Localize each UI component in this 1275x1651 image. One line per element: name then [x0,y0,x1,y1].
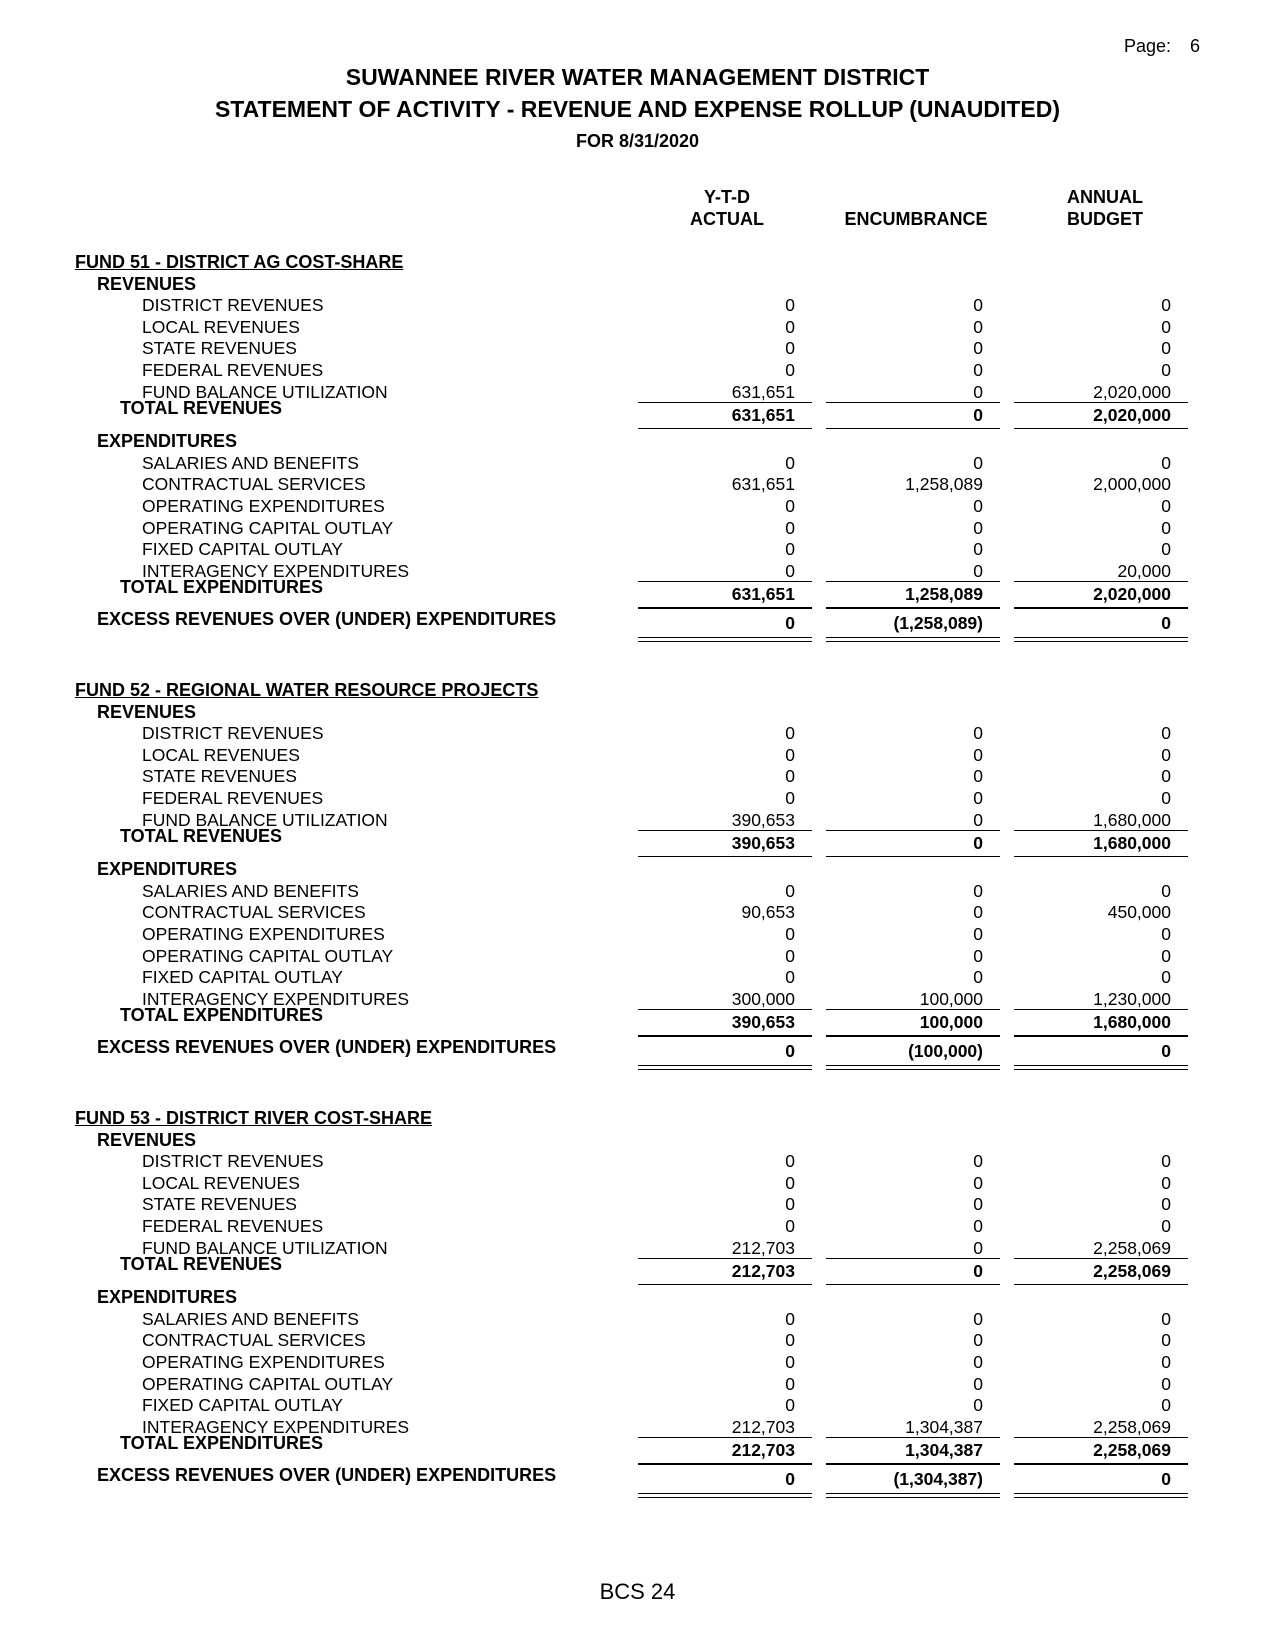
double-rule-top [826,637,1000,638]
expenditure-line-budget-value: 0 [1161,1373,1171,1394]
expenditure-line-enc-value: 0 [973,924,983,944]
revenue-line-label: DISTRICT REVENUES [142,295,324,316]
subtotal-rule [826,1009,1000,1010]
expenditure-line-label: FIXED CAPITAL OUTLAY [142,539,343,560]
total-expenditures-ytd-value: 212,703 [731,1440,795,1461]
total-rule [1014,1035,1188,1037]
total-revenues-label: TOTAL REVENUES [120,826,283,847]
total-revenues-budget-value: 2,258,069 [1093,1261,1171,1282]
revenue-line-enc-value: 0 [973,744,983,765]
double-rule-top [1014,637,1188,638]
revenue-line-budget-value: 1,680,000 [1093,809,1171,830]
revenue-line-enc-value: 0 [973,360,983,380]
expenditure-line-label: CONTRACTUAL SERVICES [142,902,366,923]
expenditure-line-budget-value: 0 [1161,539,1171,560]
column-header-ytd-actual [662,186,792,230]
revenue-line-ytd-value: 0 [785,788,795,808]
double-rule-bottom [1014,1497,1188,1498]
expenditure-line-enc-value: 1,258,089 [905,474,983,495]
revenue-line-ytd-value: 0 [785,360,795,380]
expenditures-heading: EXPENDITURES [97,431,238,452]
expenditure-line-budget-value: 0 [1161,1308,1171,1329]
double-rule-bottom [638,1069,812,1070]
revenue-line-enc-value: 0 [973,381,983,402]
excess-enc-value: (1,258,089) [893,613,983,634]
column-header-ytd-line1: Y-T-D [703,187,750,207]
expenditure-line-ytd-value: 0 [785,1373,795,1394]
revenue-line-ytd-value: 0 [785,1151,795,1172]
organization-title: SUWANNEE RIVER WATER MANAGEMENT DISTRICT [345,64,930,90]
expenditure-line-budget-value: 0 [1161,452,1171,473]
total-expenditures-label: TOTAL EXPENDITURES [120,1433,324,1454]
revenue-line-budget-value: 0 [1161,360,1171,380]
total-expenditures-budget-value: 2,020,000 [1093,584,1171,605]
expenditure-line-enc-value: 0 [973,1352,983,1372]
total-expenditures-ytd-value: 631,651 [731,584,795,605]
revenue-line-label: LOCAL REVENUES [142,1172,300,1193]
revenue-line-ytd-value: 0 [785,1194,795,1215]
excess-label: EXCESS REVENUES OVER (UNDER) EXPENDITURES [97,1037,557,1058]
fund-title: FUND 53 - DISTRICT RIVER COST-SHARE [75,1108,433,1128]
expenditure-line-ytd-value: 300,000 [731,988,795,1009]
revenue-line-label: STATE REVENUES [142,1194,297,1215]
expenditure-line-label: FIXED CAPITAL OUTLAY [142,1395,343,1416]
subtotal-rule [1014,1258,1188,1259]
expenditure-line-enc-value: 0 [973,517,983,538]
revenue-line-budget-value: 0 [1161,723,1171,744]
subtotal-rule [1014,581,1188,582]
total-rule [638,1284,812,1285]
total-rule [1014,607,1188,609]
double-rule-bottom [826,1069,1000,1070]
expenditure-line-ytd-value: 0 [785,452,795,473]
subtotal-rule [638,1437,812,1438]
revenue-line-budget-value: 0 [1161,1151,1171,1172]
expenditure-line-budget-value: 450,000 [1107,902,1171,923]
expenditure-line-budget-value: 1,230,000 [1093,988,1171,1009]
expenditure-line-label: SALARIES AND BENEFITS [142,880,359,901]
total-revenues-enc-value: 0 [973,405,983,426]
expenditure-line-label: OPERATING EXPENDITURES [142,496,385,516]
expenditure-line-ytd-value: 631,651 [731,474,795,495]
expenditure-line-label: OPERATING CAPITAL OUTLAY [142,1373,394,1394]
total-revenues-ytd-value: 212,703 [731,1261,795,1282]
total-expenditures-label: TOTAL EXPENDITURES [120,1005,324,1026]
expenditure-line-ytd-value: 0 [785,517,795,538]
revenues-heading: REVENUES [97,273,197,294]
page-value: 6 [1190,36,1201,56]
revenue-line-budget-value: 0 [1161,1172,1171,1193]
revenue-line-budget-value: 0 [1161,316,1171,337]
expenditure-line-label: SALARIES AND BENEFITS [142,1308,359,1329]
revenue-line-label: FUND BALANCE UTILIZATION [142,381,388,402]
total-rule [826,428,1000,429]
expenditure-line-ytd-value: 0 [785,560,795,581]
report-period: FOR 8/31/2020 [575,131,700,151]
revenue-line-enc-value: 0 [973,338,983,359]
expenditure-line-ytd-value: 0 [785,1330,795,1351]
revenue-line-enc-value: 0 [973,809,983,830]
page-footer: BCS 24 [599,1579,676,1604]
column-header-budget-line2: BUDGET [1067,209,1143,229]
expenditure-line-ytd-value: 90,653 [741,902,795,923]
revenue-line-ytd-value: 0 [785,766,795,787]
expenditure-line-enc-value: 0 [973,1330,983,1351]
revenue-line-enc-value: 0 [973,788,983,808]
revenue-line-enc-value: 0 [973,1194,983,1215]
excess-ytd-value: 0 [785,613,795,634]
expenditure-line-label: OPERATING CAPITAL OUTLAY [142,945,394,966]
excess-ytd-value: 0 [785,1041,795,1062]
column-header-encumbrance: ENCUMBRANCE [844,209,988,229]
total-revenues-enc-value: 0 [973,1261,983,1282]
total-revenues-ytd-value: 390,653 [731,833,795,854]
total-expenditures-ytd-value: 390,653 [731,1012,795,1033]
revenue-line-budget-value: 0 [1161,766,1171,787]
total-revenues-ytd-value: 631,651 [731,405,795,426]
excess-label: EXCESS REVENUES OVER (UNDER) EXPENDITURES [97,1465,557,1486]
revenue-line-budget-value: 0 [1161,744,1171,765]
subtotal-rule [638,581,812,582]
revenue-line-label: FUND BALANCE UTILIZATION [142,809,388,830]
excess-budget-value: 0 [1161,1041,1171,1062]
expenditure-line-enc-value: 0 [973,880,983,901]
total-revenues-label: TOTAL REVENUES [120,1254,283,1275]
total-rule [1014,1284,1188,1285]
expenditure-line-budget-value: 0 [1161,496,1171,516]
fund-title: FUND 51 - DISTRICT AG COST-SHARE [75,252,404,272]
revenue-line-label: DISTRICT REVENUES [142,1151,324,1172]
revenue-line-label: STATE REVENUES [142,338,297,359]
revenue-line-budget-value: 0 [1161,338,1171,359]
subtotal-rule [826,1258,1000,1259]
total-expenditures-enc-value: 1,304,387 [905,1440,983,1461]
total-rule [1014,428,1188,429]
double-rule-top [638,637,812,638]
subtotal-rule [638,402,812,403]
expenditure-line-ytd-value: 0 [785,880,795,901]
expenditure-line-label: CONTRACTUAL SERVICES [142,474,366,495]
subtotal-rule [826,1437,1000,1438]
column-header-annual-budget [1040,186,1170,230]
statement-title: STATEMENT OF ACTIVITY - REVENUE AND EXPENSE ROLLUP (UNAUDITED) [214,96,1061,122]
total-rule [826,607,1000,609]
total-rule [638,856,812,857]
double-rule-bottom [826,1497,1000,1498]
total-revenues-budget-value: 2,020,000 [1093,405,1171,426]
double-rule-bottom [638,1497,812,1498]
fund-title: FUND 52 - REGIONAL WATER RESOURCE PROJECTS [75,680,539,700]
revenue-line-label: STATE REVENUES [142,766,297,787]
revenue-line-ytd-value: 0 [785,338,795,359]
expenditure-line-label: FIXED CAPITAL OUTLAY [142,967,343,988]
subtotal-rule [826,581,1000,582]
double-rule-bottom [826,641,1000,642]
revenue-line-enc-value: 0 [973,1172,983,1193]
double-rule-bottom [638,641,812,642]
revenue-line-ytd-value: 212,703 [731,1237,795,1258]
total-rule [638,607,812,609]
total-rule [1014,1463,1188,1465]
expenditure-line-label: OPERATING CAPITAL OUTLAY [142,517,394,538]
total-rule [638,428,812,429]
expenditure-line-ytd-value: 0 [785,1308,795,1329]
expenditure-line-enc-value: 0 [973,967,983,988]
expenditure-line-enc-value: 0 [973,560,983,581]
total-rule [826,1284,1000,1285]
total-expenditures-budget-value: 2,258,069 [1093,1440,1171,1461]
expenditure-line-ytd-value: 0 [785,496,795,516]
revenue-line-budget-value: 0 [1161,788,1171,808]
double-rule-top [1014,1065,1188,1066]
expenditure-line-label: CONTRACTUAL SERVICES [142,1330,366,1351]
revenue-line-enc-value: 0 [973,316,983,337]
revenue-line-budget-value: 0 [1161,1194,1171,1215]
total-rule [826,1035,1000,1037]
total-rule [1014,856,1188,857]
expenditure-line-budget-value: 0 [1161,517,1171,538]
subtotal-rule [1014,1009,1188,1010]
total-rule [826,856,1000,857]
excess-budget-value: 0 [1161,1469,1171,1490]
revenue-line-label: FEDERAL REVENUES [142,360,324,380]
expenditures-heading: EXPENDITURES [97,859,238,880]
revenue-line-ytd-value: 0 [785,744,795,765]
expenditure-line-enc-value: 100,000 [919,988,983,1009]
revenue-line-enc-value: 0 [973,1151,983,1172]
expenditures-heading: EXPENDITURES [97,1287,238,1308]
revenue-line-label: FEDERAL REVENUES [142,1216,324,1236]
page-label: Page: [1124,36,1172,56]
revenue-line-label: FEDERAL REVENUES [142,788,324,808]
subtotal-rule [826,402,1000,403]
subtotal-rule [1014,402,1188,403]
excess-enc-value: (1,304,387) [893,1469,983,1490]
revenue-line-budget-value: 2,258,069 [1093,1237,1171,1258]
expenditure-line-ytd-value: 0 [785,967,795,988]
expenditure-line-budget-value: 0 [1161,1352,1171,1372]
double-rule-top [826,1065,1000,1066]
double-rule-top [638,1065,812,1066]
expenditure-line-label: INTERAGENCY EXPENDITURES [142,1416,410,1437]
total-revenues-enc-value: 0 [973,833,983,854]
excess-budget-value: 0 [1161,613,1171,634]
column-header-budget-line1: ANNUAL [1067,187,1143,207]
expenditure-line-ytd-value: 0 [785,539,795,560]
revenue-line-ytd-value: 0 [785,1172,795,1193]
expenditure-line-label: OPERATING EXPENDITURES [142,1352,385,1372]
expenditure-line-budget-value: 0 [1161,967,1171,988]
excess-enc-value: (100,000) [908,1041,983,1062]
expenditure-line-ytd-value: 0 [785,1395,795,1416]
double-rule-top [1014,1493,1188,1494]
revenue-line-ytd-value: 0 [785,316,795,337]
expenditure-line-enc-value: 0 [973,496,983,516]
total-expenditures-label: TOTAL EXPENDITURES [120,577,324,598]
expenditure-line-budget-value: 2,258,069 [1093,1416,1171,1437]
expenditure-line-enc-value: 0 [973,945,983,966]
expenditure-line-label: INTERAGENCY EXPENDITURES [142,988,410,1009]
expenditure-line-budget-value: 20,000 [1117,560,1171,581]
revenues-heading: REVENUES [97,701,197,722]
double-rule-bottom [1014,1069,1188,1070]
expenditure-line-label: OPERATING EXPENDITURES [142,924,385,944]
expenditure-line-budget-value: 0 [1161,1395,1171,1416]
revenue-line-enc-value: 0 [973,723,983,744]
expenditure-line-enc-value: 0 [973,539,983,560]
expenditure-line-enc-value: 0 [973,1308,983,1329]
total-revenues-budget-value: 1,680,000 [1093,833,1171,854]
revenue-line-ytd-value: 0 [785,295,795,316]
revenue-line-ytd-value: 631,651 [731,381,795,402]
revenue-line-enc-value: 0 [973,295,983,316]
revenue-line-ytd-value: 0 [785,723,795,744]
revenue-line-ytd-value: 0 [785,1216,795,1236]
expenditure-line-budget-value: 0 [1161,924,1171,944]
expenditure-line-ytd-value: 0 [785,1352,795,1372]
total-revenues-label: TOTAL REVENUES [120,398,283,419]
excess-label: EXCESS REVENUES OVER (UNDER) EXPENDITURES [97,609,557,630]
double-rule-top [826,1493,1000,1494]
expenditure-line-ytd-value: 212,703 [731,1416,795,1437]
page-number [1124,36,1201,57]
total-expenditures-enc-value: 1,258,089 [905,584,983,605]
expenditure-line-enc-value: 1,304,387 [905,1416,983,1437]
revenue-line-enc-value: 0 [973,1237,983,1258]
total-expenditures-enc-value: 100,000 [919,1012,983,1033]
subtotal-rule [826,830,1000,831]
subtotal-rule [1014,830,1188,831]
revenue-line-budget-value: 0 [1161,295,1171,316]
revenues-heading: REVENUES [97,1129,197,1150]
expenditure-line-ytd-value: 0 [785,945,795,966]
expenditure-line-budget-value: 0 [1161,880,1171,901]
revenue-line-budget-value: 0 [1161,1216,1171,1236]
column-header-ytd-line2: ACTUAL [690,209,764,229]
expenditure-line-budget-value: 0 [1161,1330,1171,1351]
subtotal-rule [1014,1437,1188,1438]
expenditure-line-enc-value: 0 [973,1373,983,1394]
excess-ytd-value: 0 [785,1469,795,1490]
revenue-line-label: DISTRICT REVENUES [142,723,324,744]
double-rule-top [638,1493,812,1494]
expenditure-line-enc-value: 0 [973,1395,983,1416]
revenue-line-enc-value: 0 [973,1216,983,1236]
expenditure-line-enc-value: 0 [973,902,983,923]
expenditure-line-budget-value: 0 [1161,945,1171,966]
subtotal-rule [638,1009,812,1010]
subtotal-rule [638,1258,812,1259]
revenue-line-label: FUND BALANCE UTILIZATION [142,1237,388,1258]
expenditure-line-label: SALARIES AND BENEFITS [142,452,359,473]
total-expenditures-budget-value: 1,680,000 [1093,1012,1171,1033]
revenue-line-label: LOCAL REVENUES [142,744,300,765]
subtotal-rule [638,830,812,831]
total-rule [638,1463,812,1465]
revenue-line-ytd-value: 390,653 [731,809,795,830]
expenditure-line-label: INTERAGENCY EXPENDITURES [142,560,410,581]
revenue-line-budget-value: 2,020,000 [1093,381,1171,402]
expenditure-line-budget-value: 2,000,000 [1093,474,1171,495]
revenue-line-enc-value: 0 [973,766,983,787]
revenue-line-label: LOCAL REVENUES [142,316,300,337]
double-rule-bottom [1014,641,1188,642]
total-rule [638,1035,812,1037]
total-rule [826,1463,1000,1465]
expenditure-line-ytd-value: 0 [785,924,795,944]
expenditure-line-enc-value: 0 [973,452,983,473]
